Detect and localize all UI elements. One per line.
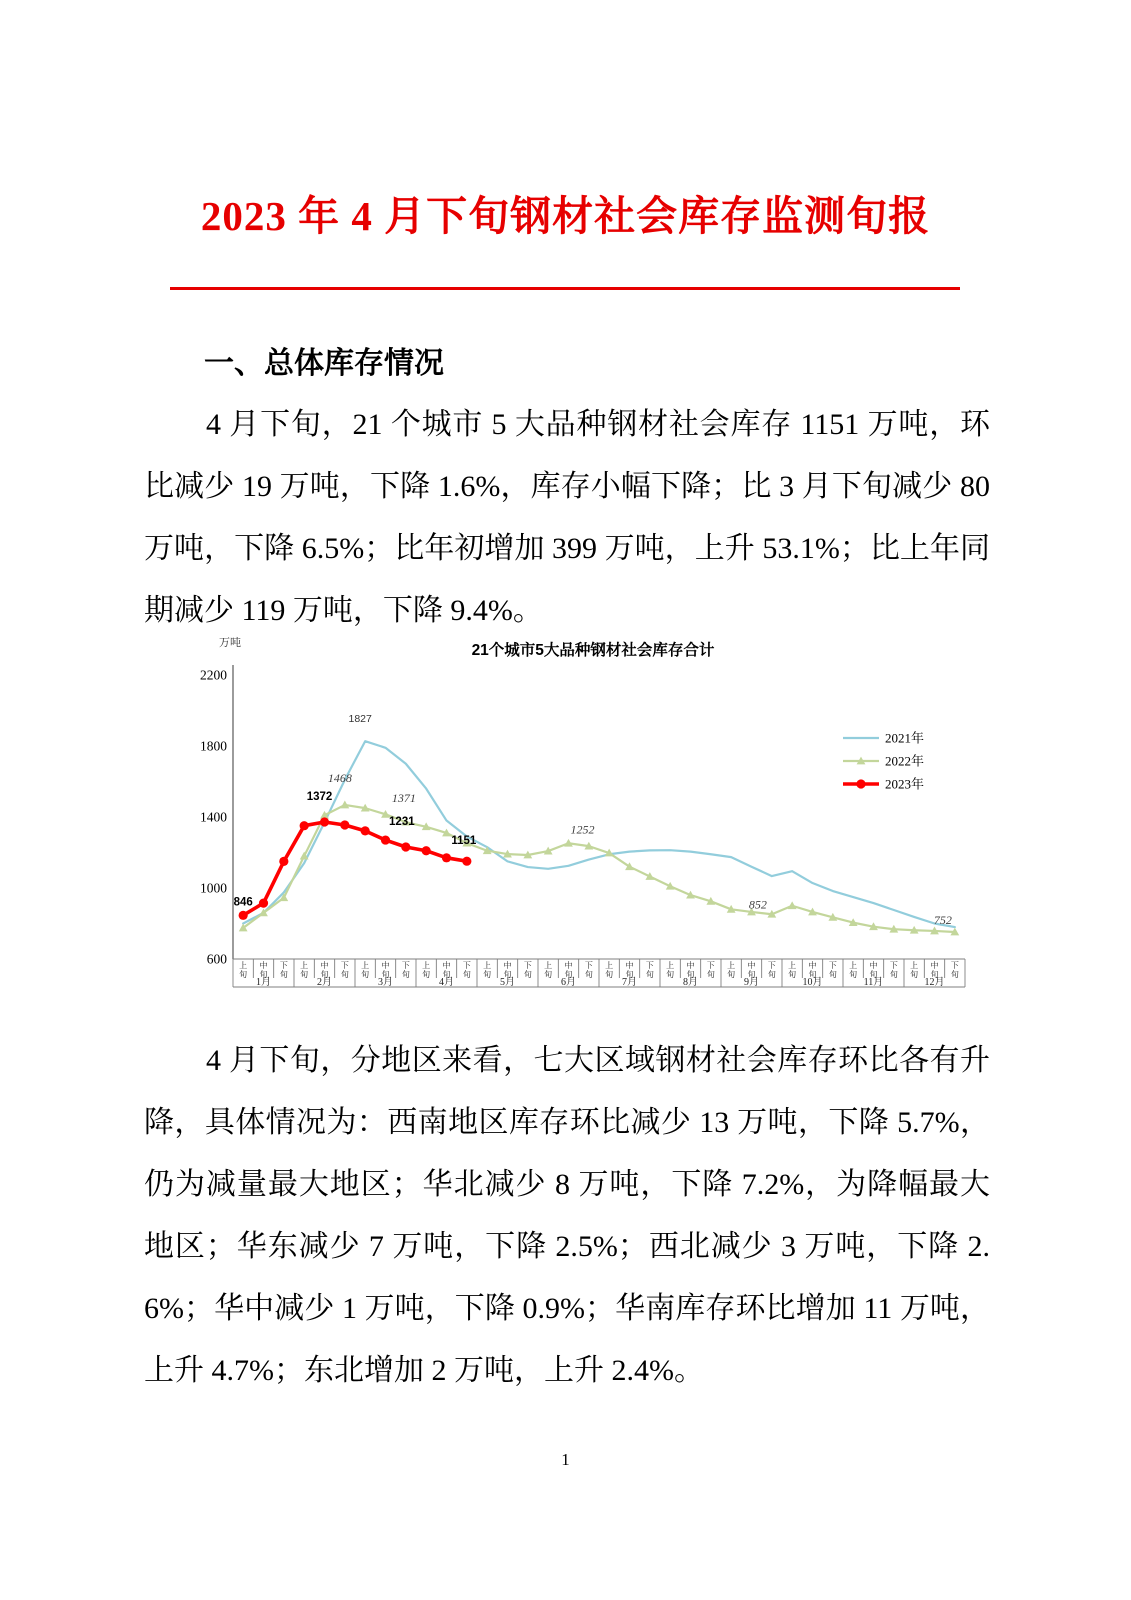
x-axis-period-label: 上旬 [239,961,248,979]
y-axis-tick-label: 2200 [200,667,227,683]
x-axis-month-label: 4月 [439,977,454,988]
x-axis-period-label: 中旬 [625,961,634,979]
x-axis-month-label: 2月 [317,977,332,988]
x-axis-period-label: 中旬 [930,961,939,979]
x-axis-period-label: 中旬 [686,961,695,979]
series-marker-2023年 [239,911,248,920]
series-marker-2023年 [340,820,349,829]
x-axis-period-label: 下旬 [950,961,959,979]
x-axis-period-label: 上旬 [727,961,736,979]
x-axis-period-label: 中旬 [564,961,573,979]
legend-label-2023年: 2023年 [885,776,925,792]
x-axis-period-label: 中旬 [503,961,512,979]
x-axis-period-label: 上旬 [605,961,614,979]
data-label-752: 752 [933,913,952,928]
data-label-1231: 1231 [389,815,415,828]
series-marker-2023年 [462,857,471,866]
series-marker-2023年 [300,821,309,830]
inventory-line-chart [195,628,990,1003]
y-axis-tick-label: 600 [206,951,227,967]
data-label-852: 852 [748,897,767,912]
x-axis-month-label: 6月 [561,977,576,988]
title-underline [170,287,960,290]
series-line-2021年 [243,741,955,927]
x-axis-period-label: 下旬 [340,961,349,979]
x-axis-month-label: 9月 [744,977,759,988]
document-title: 2023 年 4 月下旬钢材社会库存监测旬报 [200,193,931,239]
x-axis-period-label: 下旬 [523,961,532,979]
chart-y-unit-label: 万吨 [219,637,241,649]
y-axis-tick-label: 1800 [200,738,227,754]
y-axis-tick-label: 1000 [200,880,227,896]
x-axis-period-label: 上旬 [422,961,431,979]
legend-marker-2023年 [856,779,865,788]
x-axis-month-label: 3月 [378,977,393,988]
x-axis-period-label: 下旬 [767,961,776,979]
x-axis-month-label: 10月 [802,977,823,988]
series-marker-2023年 [361,826,370,835]
page-number: 1 [561,1450,570,1469]
y-axis-tick-label: 1400 [200,809,227,825]
x-axis-period-label: 下旬 [279,961,288,979]
x-axis-period-label: 上旬 [300,961,309,979]
series-line-2022年 [243,805,955,932]
series-line-2023年 [243,822,467,915]
x-axis-period-label: 下旬 [401,961,410,979]
x-axis-period-label: 下旬 [828,961,837,979]
x-axis-period-label: 下旬 [645,961,654,979]
data-label-1151: 1151 [451,835,477,848]
x-axis-month-label: 7月 [622,977,637,988]
x-axis-period-label: 下旬 [584,961,593,979]
data-label-846: 846 [233,896,253,909]
x-axis-period-label: 下旬 [462,961,471,979]
x-axis-period-label: 上旬 [788,961,797,979]
x-axis-month-label: 8月 [683,977,698,988]
series-marker-2023年 [259,898,268,907]
x-axis-period-label: 下旬 [889,961,898,979]
series-marker-2022年 [788,901,797,909]
chart-canvas [195,628,990,1003]
x-axis-period-label: 中旬 [320,961,329,979]
x-axis-period-label: 上旬 [544,961,553,979]
series-marker-2023年 [401,842,410,851]
data-label-1252: 1252 [570,822,595,837]
x-axis-period-label: 上旬 [666,961,675,979]
data-label-1468: 1468 [327,770,352,785]
x-axis-period-label: 中旬 [869,961,878,979]
x-axis-month-label: 1月 [256,977,271,988]
x-axis-period-label: 中旬 [747,961,756,979]
x-axis-period-label: 中旬 [808,961,817,979]
paragraph-overall-inventory: 4 月下旬，21 个城市 5 大品种钢材社会库存 1151 万吨，环比减少 19 万吨，下降 1.6%，库存小幅下降；比 3 月下旬减少 80 万吨，下降 6.5%；比年初增加 399 万吨，上升 53.1%；比上年同期减少 119 万吨，下降 9.4%。 [144,408,990,627]
series-marker-2023年 [442,853,451,862]
x-axis-period-label: 中旬 [381,961,390,979]
x-axis-period-label: 下旬 [706,961,715,979]
x-axis-period-label: 中旬 [259,961,268,979]
x-axis-period-label: 上旬 [910,961,919,979]
x-axis-month-label: 5月 [500,977,515,988]
x-axis-month-label: 11月 [863,977,884,988]
series-marker-2023年 [279,857,288,866]
paragraph-regional-breakdown: 4 月下旬，分地区来看，七大区域钢材社会库存环比各有升降，具体情况为：西南地区库存环比减少 13 万吨，下降 5.7%，仍为减量最大地区；华北减少 8 万吨，下降 7.2%，为降幅最大地区；华东减少 7 万吨，下降 2.5%；西北减少 3 万吨，下降 2.6%；华中减少 1 万吨，下降 0.9%；华南库存环比增加 11 万吨，上升 4.7%；东北增加 2 万吨，上升 2.4%。 [144,1044,990,1387]
data-label-1827: 1827 [348,713,372,726]
x-axis-period-label: 上旬 [483,961,492,979]
series-marker-2023年 [381,835,390,844]
x-axis-month-label: 12月 [924,977,945,988]
legend-label-2022年: 2022年 [885,753,925,769]
chart-title: 21个城市5大品种钢材社会库存合计 [471,642,715,659]
legend-label-2021年: 2021年 [885,730,925,746]
series-marker-2023年 [422,846,431,855]
data-label-1372: 1372 [306,790,333,803]
series-marker-2023年 [320,817,329,826]
section-heading: 一、总体库存情况 [204,347,444,380]
x-axis-period-label: 上旬 [849,961,858,979]
x-axis-period-label: 中旬 [442,961,451,979]
data-label-1371: 1371 [391,791,416,806]
x-axis-period-label: 上旬 [361,961,370,979]
